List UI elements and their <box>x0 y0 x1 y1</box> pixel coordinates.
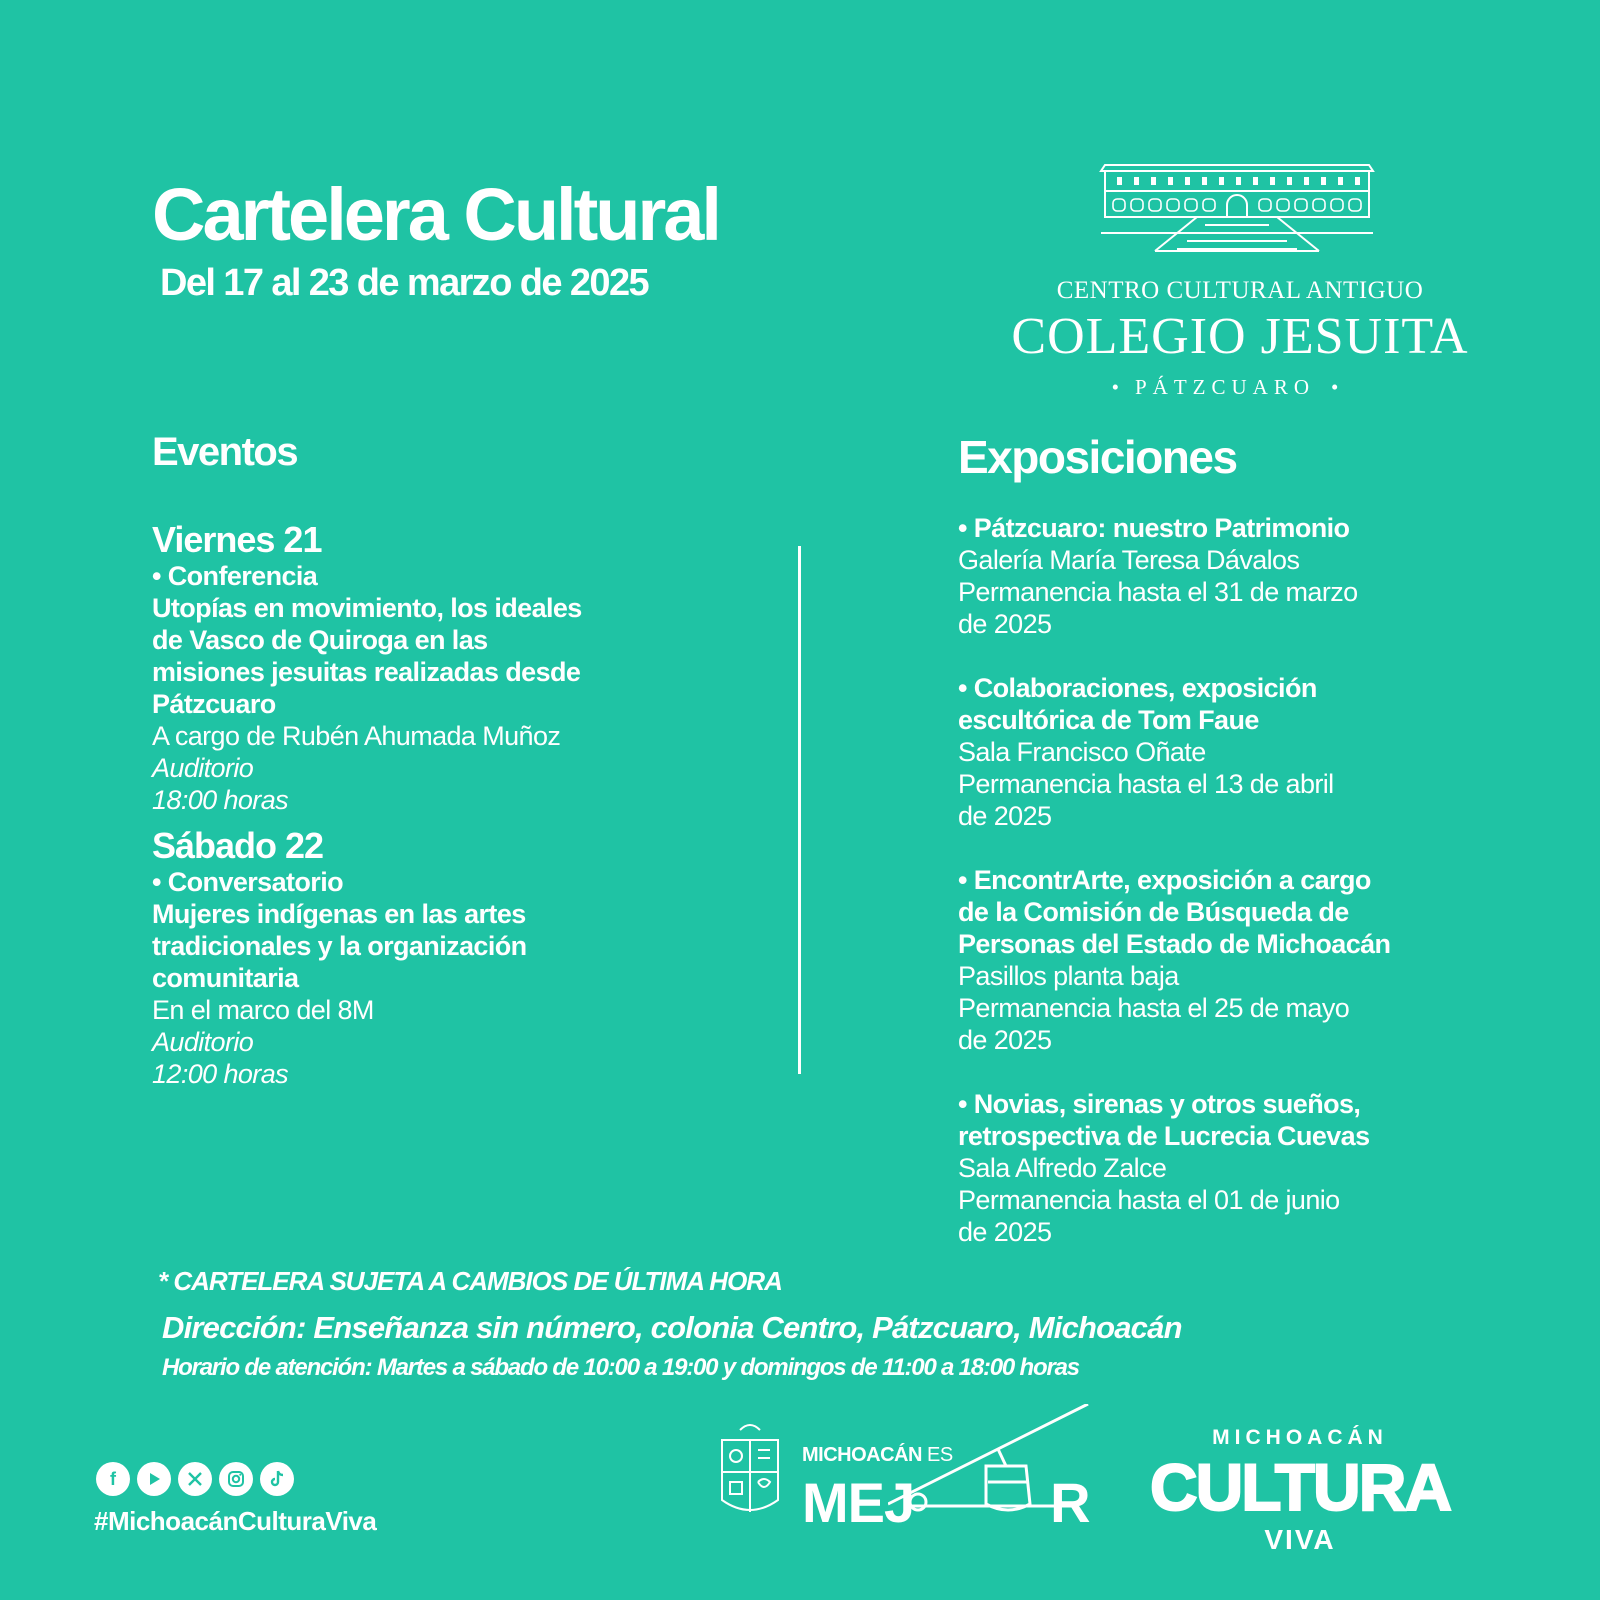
exhibition-title-line: Personas del Estado de Michoacán <box>958 929 1391 959</box>
eventos-heading: Eventos <box>152 430 298 474</box>
exhibition-place: Sala Francisco Oñate <box>958 737 1206 767</box>
exhibition-place: Galería María Teresa Dávalos <box>958 545 1300 575</box>
exhibition-title-line: retrospectiva de Lucrecia Cuevas <box>958 1121 1370 1151</box>
instagram-icon[interactable] <box>219 1462 253 1496</box>
gov-logo-mej: MEJ <box>802 1471 915 1534</box>
exhibition-until: de 2025 <box>958 801 1052 831</box>
youtube-icon[interactable] <box>137 1462 171 1496</box>
exhibition-until: Permanencia hasta el 13 de abril <box>958 769 1334 799</box>
venue-logo-line1: CENTRO CULTURAL ANTIGUO <box>1056 277 1424 304</box>
eventos-list <box>152 520 752 1090</box>
event-detail: En el marco del 8M <box>152 995 374 1025</box>
gov-logo-state: MICHOACÁN <box>802 1444 922 1466</box>
event-title-line: tradicionales y la organización <box>152 931 527 961</box>
exhibition-until: Permanencia hasta el 25 de mayo <box>958 993 1350 1023</box>
event-type: • Conferencia <box>152 561 318 591</box>
exhibition-until: Permanencia hasta el 01 de junio <box>958 1185 1340 1215</box>
event-friday <box>152 520 752 816</box>
event-place: Auditorio <box>152 1027 254 1057</box>
event-time: 12:00 horas <box>152 1059 289 1089</box>
event-title-line: Mujeres indígenas en las artes <box>152 899 526 929</box>
cultura-logo-top: MICHOACÁN <box>1212 1426 1388 1449</box>
venue-logo-line2: COLEGIO JESUITA <box>1011 308 1469 365</box>
opening-hours-text: Horario de atención: Martes a sábado de 10:00 a 19:00 y domingos de 11:00 a 18:00 horas <box>162 1354 1079 1381</box>
event-title-line: Utopías en movimiento, los ideales <box>152 593 582 623</box>
exhibition-until: de 2025 <box>958 609 1052 639</box>
exhibition-title-line: • Colaboraciones, exposición <box>958 673 1317 703</box>
hashtag: #MichoacánCulturaViva <box>94 1506 377 1536</box>
event-detail: A cargo de Rubén Ahumada Muñoz <box>152 721 561 751</box>
event-place: Auditorio <box>152 753 254 783</box>
cultura-logo-middle: CULTURA <box>1149 1450 1451 1524</box>
exhibition-title-line: escultórica de Tom Faue <box>958 705 1259 735</box>
exhibition-title-line: • Novias, sirenas y otros sueños, <box>958 1089 1361 1119</box>
gov-logo-r: R <box>1050 1471 1090 1534</box>
venue-logo-line3 <box>985 375 1465 400</box>
michoacan-es-mejor-logo <box>718 1420 1098 1540</box>
event-title-line: misiones jesuitas realizadas desde <box>152 657 581 687</box>
exhibition-item <box>958 672 1478 832</box>
event-type: • Conversatorio <box>152 867 343 897</box>
exhibition-until: de 2025 <box>958 1217 1052 1247</box>
exhibition-until: de 2025 <box>958 1025 1052 1055</box>
exposiciones-list <box>958 512 1478 1280</box>
gov-logo-es: ES <box>921 1444 953 1466</box>
cable-car-icon <box>888 1404 1148 1524</box>
cultura-logo-bottom: VIVA <box>1264 1524 1336 1555</box>
event-title-line: comunitaria <box>152 963 299 993</box>
event-title-line: de Vasco de Quiroga en las <box>152 625 488 655</box>
exhibition-title-line: • Pátzcuaro: nuestro Patrimonio <box>958 513 1350 543</box>
event-title-line: Pátzcuaro <box>152 689 276 719</box>
event-day: Sábado 22 <box>152 825 324 866</box>
poster-title: Cartelera Cultural <box>152 173 719 256</box>
address-text: Dirección: Enseñanza sin número, colonia Centro, Pátzcuaro, Michoacán <box>162 1310 1182 1345</box>
column-divider <box>798 546 801 1074</box>
state-coat-of-arms-icon <box>718 1420 782 1530</box>
exhibition-title-line: • EncontrArte, exposición a cargo <box>958 865 1371 895</box>
building-icon <box>1097 155 1377 260</box>
event-time: 18:00 horas <box>152 785 289 815</box>
exhibition-title-line: de la Comisión de Búsqueda de <box>958 897 1349 927</box>
exposiciones-heading: Exposiciones <box>958 431 1237 483</box>
logo-bullet: • <box>1331 375 1339 399</box>
exhibition-place: Sala Alfredo Zalce <box>958 1153 1167 1183</box>
exhibition-item <box>958 512 1478 640</box>
michoacan-cultura-viva-logo <box>1135 1420 1475 1555</box>
exhibition-item <box>958 864 1478 1056</box>
exhibition-place: Pasillos planta baja <box>958 961 1179 991</box>
exhibition-item <box>958 1088 1478 1248</box>
schedule-change-note: * CARTELERA SUJETA A CAMBIOS DE ÚLTIMA HORA <box>158 1266 782 1296</box>
facebook-icon[interactable]: f <box>96 1462 130 1496</box>
exhibition-until: Permanencia hasta el 31 de marzo <box>958 577 1358 607</box>
venue-logo-city: PÁTZCUARO <box>1134 375 1315 399</box>
x-icon[interactable] <box>178 1462 212 1496</box>
event-day: Viernes 21 <box>152 519 322 560</box>
date-range: Del 17 al 23 de marzo de 2025 <box>160 262 649 304</box>
social-icons <box>96 1462 294 1496</box>
venue-logo <box>985 155 1505 405</box>
tiktok-icon[interactable] <box>260 1462 294 1496</box>
event-saturday <box>152 826 752 1090</box>
logo-bullet: • <box>1111 375 1119 399</box>
